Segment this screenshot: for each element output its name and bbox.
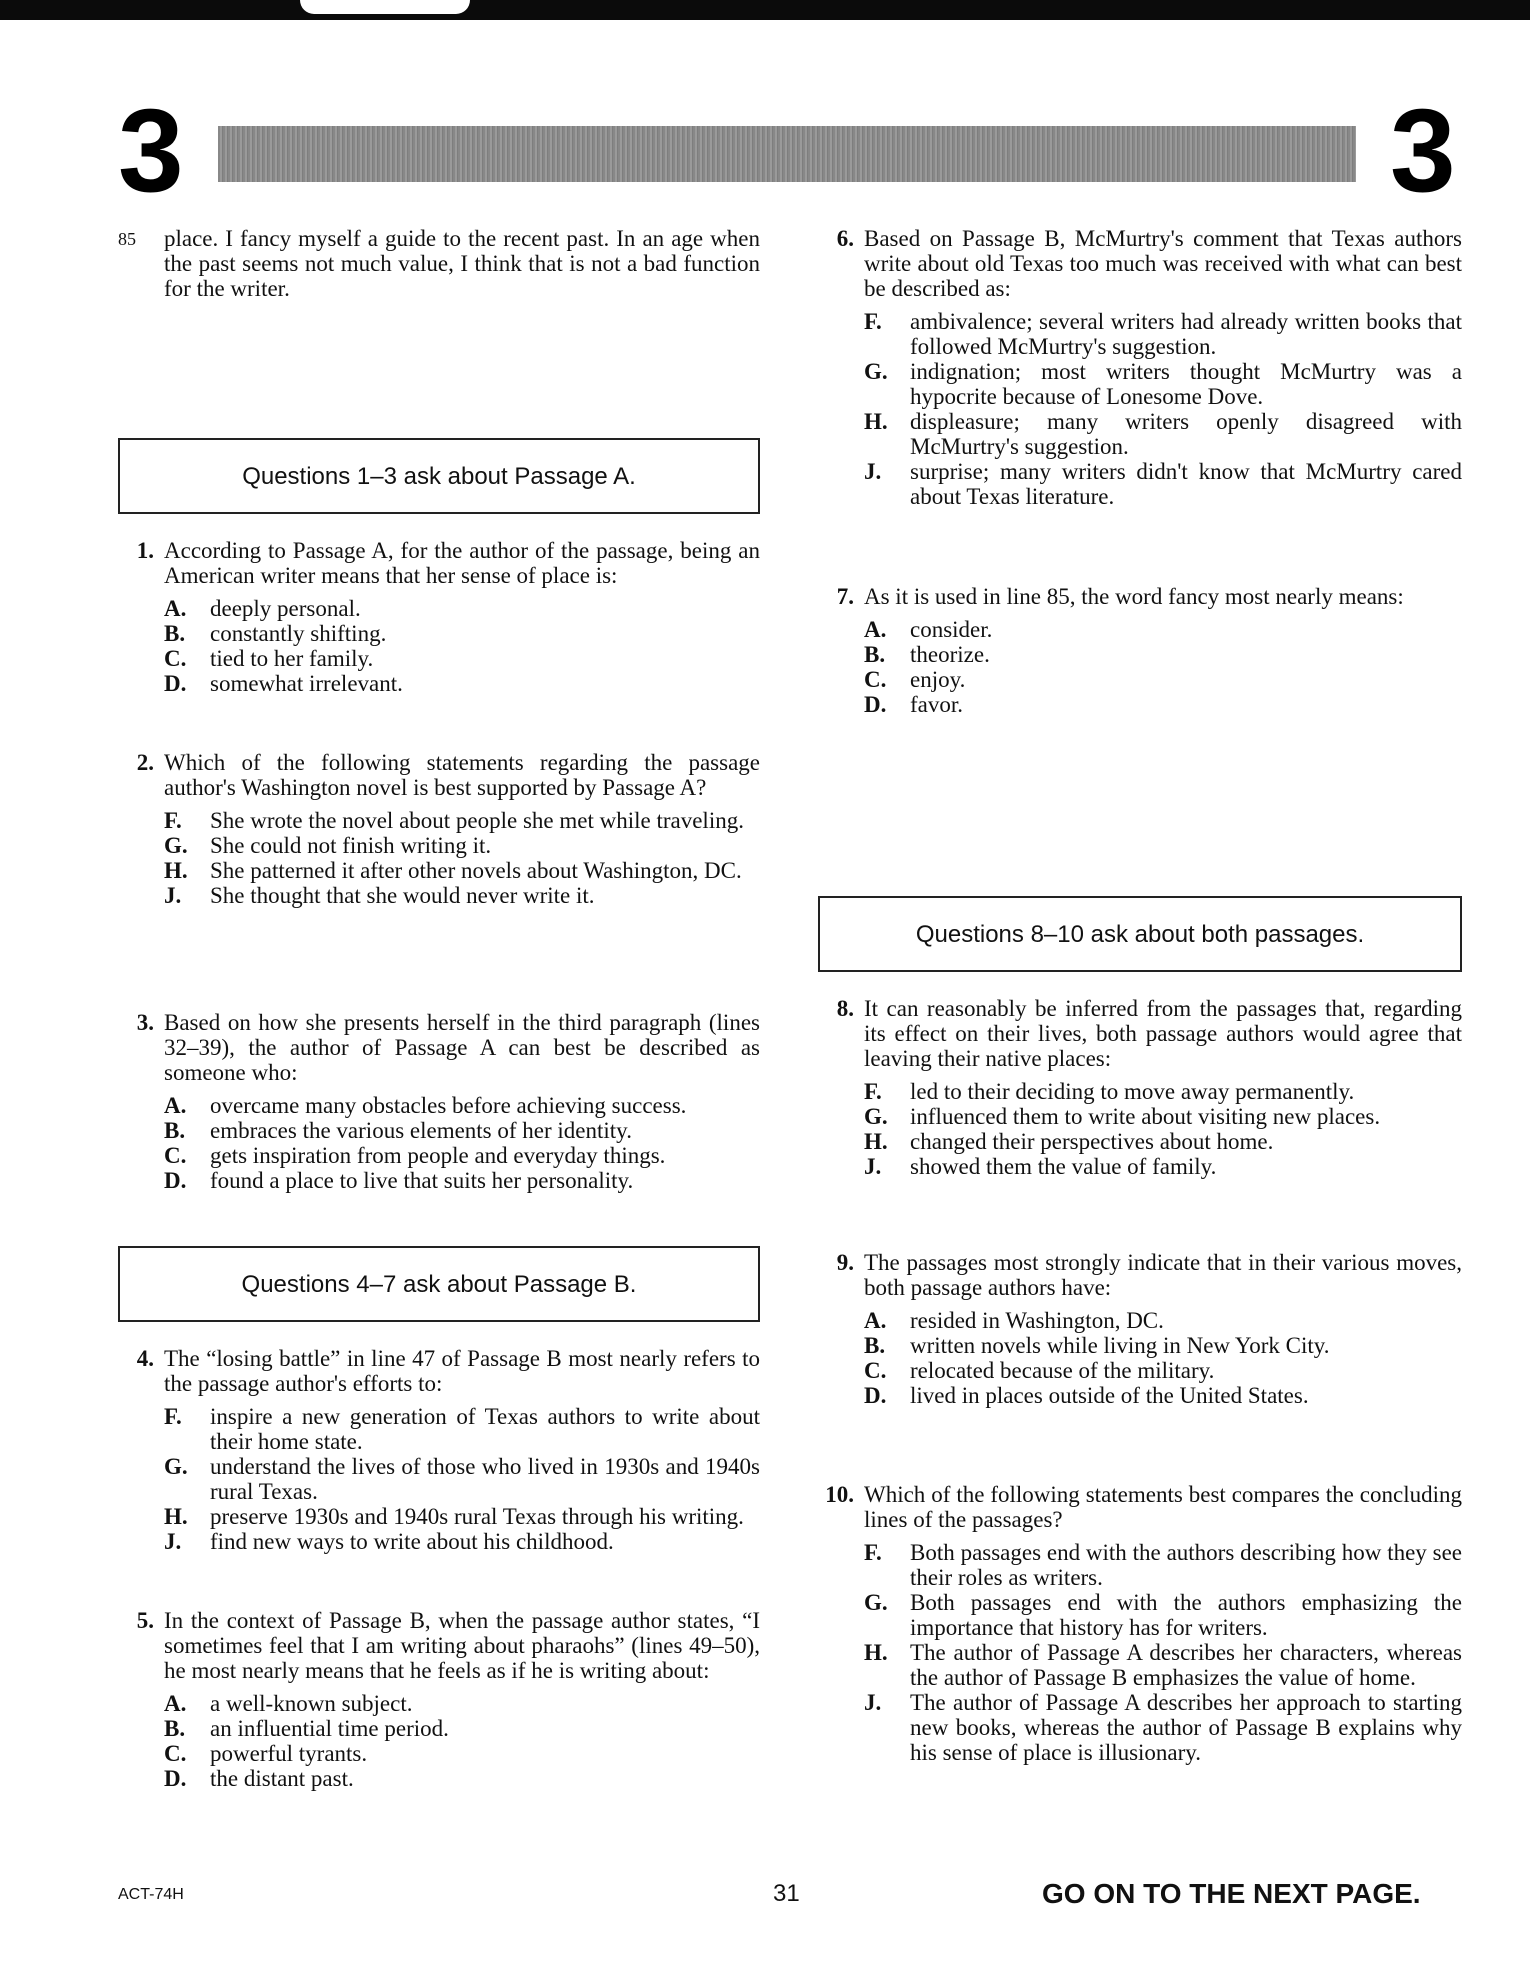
answer-option[interactable] xyxy=(164,1691,760,1716)
answer-option[interactable] xyxy=(864,1540,1462,1590)
scan-top-bar xyxy=(0,0,1530,20)
option-letter: G. xyxy=(164,833,188,858)
question-number: 1. xyxy=(136,538,154,563)
question-group-box-a xyxy=(118,438,760,514)
option-text: preserve 1930s and 1940s rural Texas through his writing. xyxy=(210,1504,744,1529)
option-letter: B. xyxy=(164,621,186,646)
option-text: inspire a new generation of Texas authors to write about their home state. xyxy=(210,1404,760,1454)
option-text: somewhat irrelevant. xyxy=(210,671,403,696)
option-text: written novels while living in New York City. xyxy=(910,1333,1330,1358)
answer-option[interactable] xyxy=(864,1308,1462,1333)
option-text: led to their deciding to move away permanently. xyxy=(910,1079,1355,1104)
option-letter: F. xyxy=(864,1540,882,1565)
answer-option[interactable] xyxy=(864,692,1462,717)
question-group-box-both xyxy=(818,896,1462,972)
option-letter: A. xyxy=(864,617,887,642)
option-text: found a place to live that suits her personality. xyxy=(210,1168,634,1193)
question-number: 4. xyxy=(136,1346,154,1371)
option-text: gets inspiration from people and everyday things. xyxy=(210,1143,666,1168)
answer-option[interactable] xyxy=(164,1093,760,1118)
answer-option[interactable] xyxy=(864,1690,1462,1765)
question-4 xyxy=(118,1346,760,1554)
box-label: Questions 4–7 ask about Passage B. xyxy=(241,1270,637,1298)
answer-option[interactable] xyxy=(864,1358,1462,1383)
answer-option[interactable] xyxy=(164,596,760,621)
option-letter: B. xyxy=(164,1716,186,1741)
option-letter: A. xyxy=(864,1308,887,1333)
option-letter: G. xyxy=(864,1104,888,1129)
answer-option[interactable] xyxy=(864,1590,1462,1640)
option-text: lived in places outside of the United States. xyxy=(910,1383,1309,1408)
option-letter: D. xyxy=(864,692,887,717)
section-number-right: 3 xyxy=(1390,85,1456,217)
answer-option[interactable] xyxy=(864,359,1462,409)
question-number: 5. xyxy=(136,1608,154,1633)
option-letter: J. xyxy=(164,883,182,908)
answer-option[interactable] xyxy=(164,671,760,696)
answer-option[interactable] xyxy=(164,1529,760,1554)
answer-option[interactable] xyxy=(164,883,760,908)
answer-option[interactable] xyxy=(864,617,1462,642)
option-letter: F. xyxy=(164,808,182,833)
answer-option[interactable] xyxy=(864,459,1462,509)
answer-option[interactable] xyxy=(864,642,1462,667)
question-number: 8. xyxy=(836,996,854,1021)
box-label: Questions 1–3 ask about Passage A. xyxy=(242,462,636,490)
option-letter: J. xyxy=(864,459,882,484)
question-1 xyxy=(118,538,760,696)
answer-option[interactable] xyxy=(164,1118,760,1143)
scan-artifact xyxy=(300,0,470,14)
option-text: displeasure; many writers openly disagreed with McMurtry's suggestion. xyxy=(910,409,1462,459)
option-letter: G. xyxy=(164,1454,188,1479)
option-text: overcame many obstacles before achieving success. xyxy=(210,1093,687,1118)
option-letter: G. xyxy=(864,1590,888,1615)
option-letter: C. xyxy=(164,1143,187,1168)
option-text: an influential time period. xyxy=(210,1716,449,1741)
answer-option[interactable] xyxy=(164,1143,760,1168)
option-text: theorize. xyxy=(910,642,990,667)
question-7 xyxy=(818,584,1462,717)
question-stem: As it is used in line 85, the word fancy most nearly means: xyxy=(864,584,1404,609)
section-header-band xyxy=(218,126,1356,182)
answer-option[interactable] xyxy=(164,1741,760,1766)
option-text: surprise; many writers didn't know that McMurtry cared about Texas literature. xyxy=(910,459,1462,509)
answer-option[interactable] xyxy=(164,833,760,858)
question-5 xyxy=(118,1608,760,1791)
option-text: relocated because of the military. xyxy=(910,1358,1215,1383)
question-3 xyxy=(118,1010,760,1193)
question-group-box-b xyxy=(118,1246,760,1322)
option-text: a well-known subject. xyxy=(210,1691,413,1716)
option-text: consider. xyxy=(910,617,993,642)
option-letter: D. xyxy=(164,1766,187,1791)
answer-option[interactable] xyxy=(164,1716,760,1741)
answer-option[interactable] xyxy=(864,409,1462,459)
option-text: constantly shifting. xyxy=(210,621,387,646)
question-6 xyxy=(818,226,1462,509)
question-stem: Which of the following statements best compares the concluding lines of the passages? xyxy=(864,1482,1462,1532)
option-letter: A. xyxy=(164,1691,187,1716)
option-letter: A. xyxy=(164,596,187,621)
option-text: Both passages end with the authors emphasizing the importance that history has for writers. xyxy=(910,1590,1462,1640)
option-text: ambivalence; several writers had already written books that followed McMurtry's suggestion. xyxy=(910,309,1462,359)
option-letter: C. xyxy=(864,667,887,692)
answer-option[interactable] xyxy=(864,1383,1462,1408)
answer-option[interactable] xyxy=(864,309,1462,359)
question-stem: The passages most strongly indicate that in their various moves, both passage authors have: xyxy=(864,1250,1462,1300)
option-letter: C. xyxy=(164,1741,187,1766)
option-letter: B. xyxy=(864,642,886,667)
option-text: understand the lives of those who lived in 1930s and 1940s rural Texas. xyxy=(210,1454,760,1504)
option-text: influenced them to write about visiting new places. xyxy=(910,1104,1381,1129)
question-number: 2. xyxy=(136,750,154,775)
option-letter: J. xyxy=(864,1690,882,1715)
question-stem: Which of the following statements regarding the passage author's Washington novel is best supported by Passage A? xyxy=(164,750,760,800)
option-text: She thought that she would never write it. xyxy=(210,883,595,908)
option-letter: B. xyxy=(164,1118,186,1143)
form-code: ACT-74H xyxy=(118,1886,184,1903)
option-text: find new ways to write about his childhood. xyxy=(210,1529,614,1554)
box-label: Questions 8–10 ask about both passages. xyxy=(915,920,1365,948)
answer-option[interactable] xyxy=(164,808,760,833)
option-letter: D. xyxy=(164,1168,187,1193)
answer-option[interactable] xyxy=(864,1129,1462,1154)
option-text: She wrote the novel about people she met while traveling. xyxy=(210,808,744,833)
question-stem: In the context of Passage B, when the passage author states, “I sometimes feel that I am writing about pharaohs” (lines 49–50), he most nearly means that he feels as if he is writing about: xyxy=(164,1608,760,1683)
answer-option[interactable] xyxy=(164,1454,760,1504)
option-text: She patterned it after other novels about Washington, DC. xyxy=(210,858,742,883)
option-text: tied to her family. xyxy=(210,646,374,671)
answer-option[interactable] xyxy=(164,646,760,671)
question-10 xyxy=(818,1482,1462,1765)
option-letter: D. xyxy=(864,1383,887,1408)
answer-option[interactable] xyxy=(864,1079,1462,1104)
option-letter: H. xyxy=(864,409,888,434)
option-letter: F. xyxy=(864,1079,882,1104)
option-letter: C. xyxy=(864,1358,887,1383)
option-letter: J. xyxy=(164,1529,182,1554)
question-stem: Based on Passage B, McMurtry's comment that Texas authors write about old Texas too much was received with what can best be described as: xyxy=(864,226,1462,301)
option-letter: H. xyxy=(164,1504,188,1529)
option-letter: C. xyxy=(164,646,187,671)
option-letter: J. xyxy=(864,1154,882,1179)
option-text: The author of Passage A describes her approach to starting new books, whereas the author of Passage B explains why his sense of place is illusionary. xyxy=(910,1690,1462,1765)
answer-option[interactable] xyxy=(864,1333,1462,1358)
option-text: Both passages end with the authors describing how they see their roles as writers. xyxy=(910,1540,1462,1590)
answer-option[interactable] xyxy=(164,1168,760,1193)
answer-option[interactable] xyxy=(164,1766,760,1791)
question-number: 6. xyxy=(836,226,854,251)
answer-option[interactable] xyxy=(864,1104,1462,1129)
passage-continuation xyxy=(118,226,760,301)
option-letter: G. xyxy=(864,359,888,384)
question-stem: It can reasonably be inferred from the passages that, regarding its effect on their lives, both passage authors would agree that leaving their native places: xyxy=(864,996,1462,1071)
option-text: She could not finish writing it. xyxy=(210,833,492,858)
question-8 xyxy=(818,996,1462,1179)
question-number: 7. xyxy=(836,584,854,609)
option-text: the distant past. xyxy=(210,1766,354,1791)
option-text: showed them the value of family. xyxy=(910,1154,1217,1179)
next-page-notice: GO ON TO THE NEXT PAGE. xyxy=(1042,1878,1421,1909)
question-number: 3. xyxy=(136,1010,154,1035)
question-2 xyxy=(118,750,760,908)
question-number: 10. xyxy=(825,1482,854,1507)
option-text: The author of Passage A describes her characters, whereas the author of Passage B emphasizes the value of home. xyxy=(910,1640,1462,1690)
answer-option[interactable] xyxy=(864,667,1462,692)
option-text: powerful tyrants. xyxy=(210,1741,368,1766)
answer-option[interactable] xyxy=(164,858,760,883)
question-stem: According to Passage A, for the author of the passage, being an American writer means that her sense of place is: xyxy=(164,538,760,588)
question-stem: The “losing battle” in line 47 of Passage B most nearly refers to the passage author's efforts to: xyxy=(164,1346,760,1396)
option-letter: H. xyxy=(864,1640,888,1665)
answer-option[interactable] xyxy=(164,1504,760,1529)
option-text: indignation; most writers thought McMurtry was a hypocrite because of Lonesome Dove. xyxy=(910,359,1462,409)
line-number: 85 xyxy=(118,229,136,249)
option-text: deeply personal. xyxy=(210,596,361,621)
option-text: resided in Washington, DC. xyxy=(910,1308,1164,1333)
option-letter: H. xyxy=(164,858,188,883)
option-letter: D. xyxy=(164,671,187,696)
question-number: 9. xyxy=(836,1250,854,1275)
option-text: favor. xyxy=(910,692,964,717)
passage-text: place. I fancy myself a guide to the recent past. In an age when the past seems not much value, I think that is not a bad function for the writer. xyxy=(164,226,760,301)
option-letter: H. xyxy=(864,1129,888,1154)
answer-option[interactable] xyxy=(864,1640,1462,1690)
section-number-left: 3 xyxy=(118,85,184,217)
question-9 xyxy=(818,1250,1462,1408)
option-text: embraces the various elements of her identity. xyxy=(210,1118,632,1143)
option-letter: B. xyxy=(864,1333,886,1358)
question-stem: Based on how she presents herself in the third paragraph (lines 32–39), the author of Passage A can best be described as someone who: xyxy=(164,1010,760,1085)
answer-option[interactable] xyxy=(864,1154,1462,1179)
answer-option[interactable] xyxy=(164,621,760,646)
option-letter: F. xyxy=(164,1404,182,1429)
answer-option[interactable] xyxy=(164,1404,760,1454)
option-letter: F. xyxy=(864,309,882,334)
option-letter: A. xyxy=(164,1093,187,1118)
option-text: enjoy. xyxy=(910,667,966,692)
option-text: changed their perspectives about home. xyxy=(910,1129,1274,1154)
page-number: 31 xyxy=(773,1880,800,1907)
